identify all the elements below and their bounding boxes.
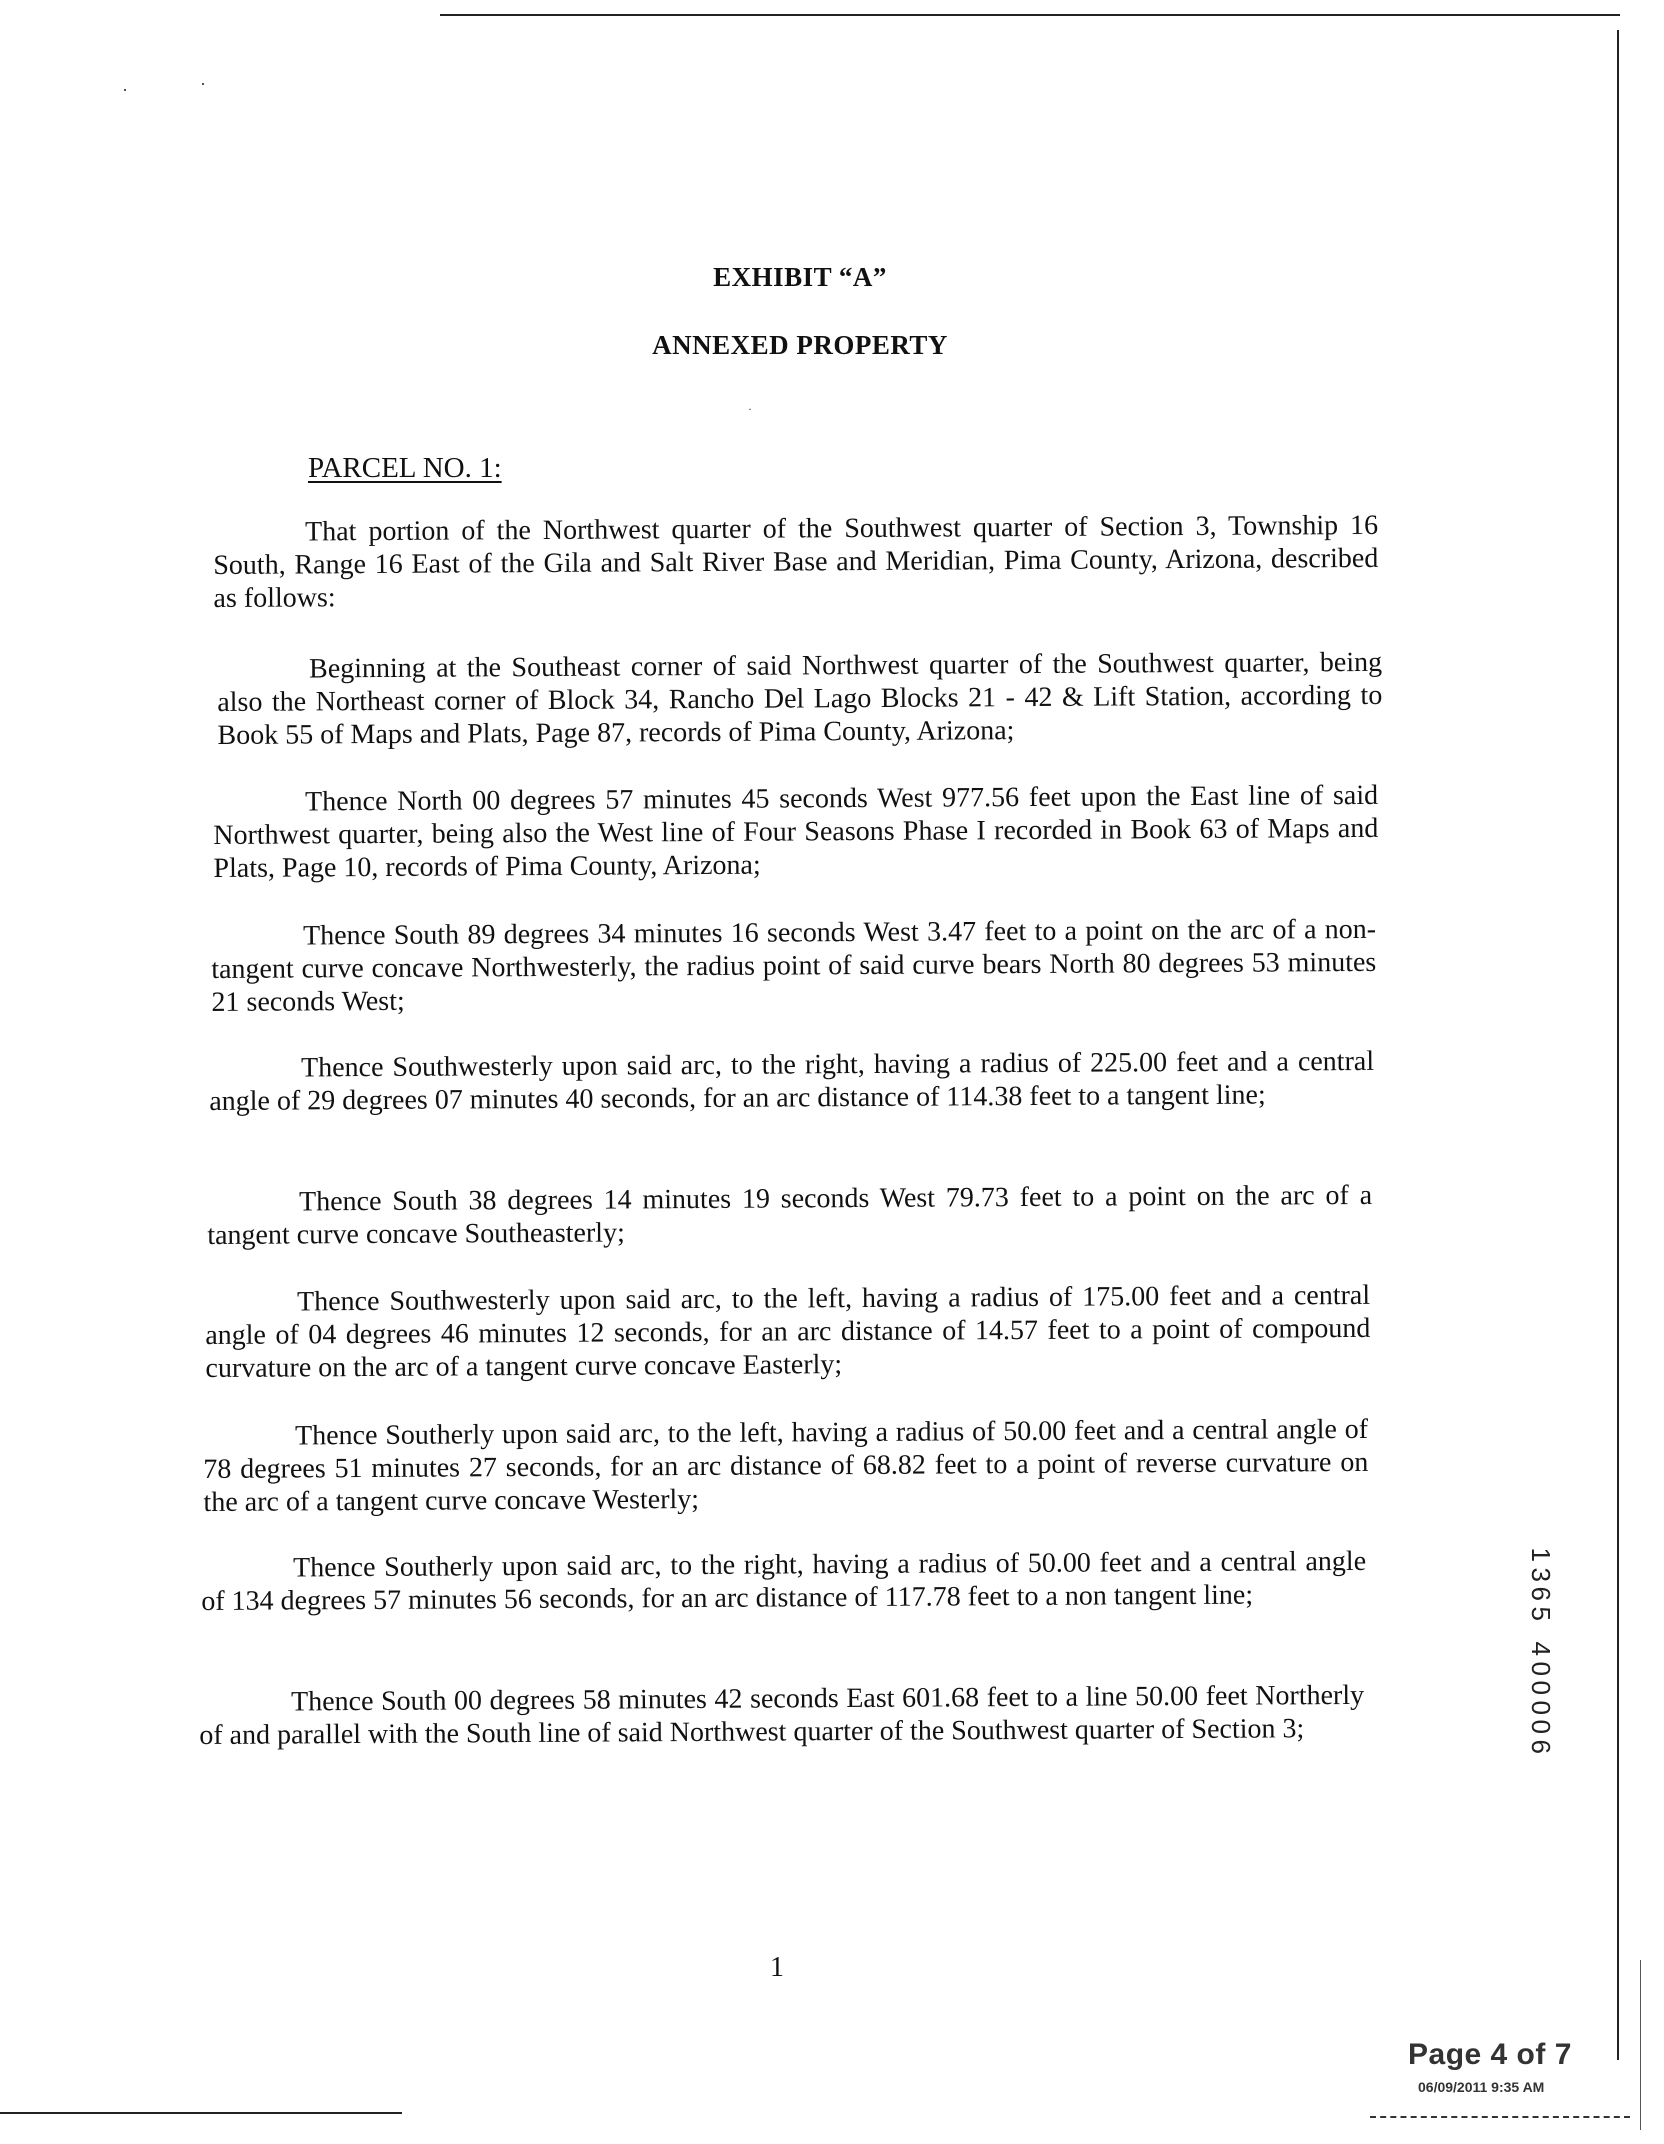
stamp-digit: 4: [1525, 1641, 1556, 1656]
legal-paragraph: Thence Southwesterly upon said arc, to the left, having a radius of 175.00 feet and a central angle of 04 degrees 46 minutes 12 seconds, for an arc distance of 14.57 feet to a point of compound curvature on the arc of a tangent curve concave Easterly;: [205, 1279, 1371, 1384]
legal-paragraph: Thence South 38 degrees 14 minutes 19 seconds West 79.73 feet to a point on the arc of a tangent curve concave Southeasterly;: [207, 1179, 1373, 1251]
footer-page-label: Page 4 of 7: [1408, 2038, 1572, 2071]
stamp-digit: 3: [1525, 1567, 1556, 1582]
parcel-label: PARCEL NO. 1:: [308, 452, 502, 484]
scan-border-right: [1617, 30, 1619, 2060]
legal-paragraph: That portion of the Northwest quarter of the Southwest quarter of Section 3, Township 16 South, Range 16 East of the Gila and Salt River Base and Meridian, Pima County, Arizona, described as follows:: [213, 509, 1379, 614]
stamp-digit: 6: [1525, 1586, 1556, 1601]
scan-speck: ·: [122, 80, 128, 100]
legal-paragraph: Thence Southerly upon said arc, to the right, having a radius of 50.00 feet and a central angle of 134 degrees 57 minutes 56 seconds, for an arc distance of 117.78 feet to a non tangent line;: [201, 1545, 1367, 1617]
scan-border-bottom: [0, 2112, 402, 2114]
recording-number-stamp: [1522, 1545, 1558, 1795]
stamp-digit: 6: [1525, 1739, 1556, 1754]
stamp-digit: 0: [1525, 1680, 1556, 1695]
stamp-digit: 5: [1525, 1606, 1556, 1621]
legal-paragraph: Thence Southwesterly upon said arc, to the right, having a radius of 225.00 feet and a central angle of 29 degrees 07 minutes 40 seconds, for an arc distance of 114.38 feet to a tangent line;: [209, 1045, 1375, 1117]
legal-paragraph: Beginning at the Southeast corner of said Northwest quarter of the Southwest quarter, being also the Northeast corner of Block 34, Rancho Del Lago Blocks 21 - 42 & Lift Station, according to Book 55 of Maps and Plats, Page 87, records of Pima County, Arizona;: [217, 646, 1383, 751]
footer-dashed-line: [1370, 2116, 1630, 2118]
scan-border-right-edge: [1640, 1960, 1641, 2130]
stamp-digit: 0: [1525, 1719, 1556, 1734]
legal-paragraph: Thence North 00 degrees 57 minutes 45 seconds West 977.56 feet upon the East line of said Northwest quarter, being also the West line of Four Seasons Phase I recorded in Book 63 of Maps and Plats, Page 10, records of Pima County, Arizona;: [213, 779, 1379, 884]
stamp-digit: 1: [1525, 1547, 1556, 1562]
legal-paragraph: Thence Southerly upon said arc, to the left, having a radius of 50.00 feet and a central angle of 78 degrees 51 minutes 27 seconds, for an arc distance of 68.82 feet to a point of reverse curvature on the arc of a tangent curve concave Westerly;: [203, 1413, 1369, 1518]
stamp-digit: 0: [1525, 1700, 1556, 1715]
scan-speck: ·: [200, 74, 206, 94]
footer-timestamp: 06/09/2011 9:35 AM: [1418, 2079, 1545, 2095]
legal-paragraph: Thence South 89 degrees 34 minutes 16 seconds West 3.47 feet to a point on the arc of a non-tangent curve concave Northwesterly, the radius point of said curve bears North 80 degrees 53 minutes 21 seconds West;: [211, 913, 1377, 1018]
page-number: 1: [770, 1952, 784, 1983]
stamp-digit: 0: [1525, 1661, 1556, 1676]
exhibit-subtitle: ANNEXED PROPERTY: [652, 330, 948, 360]
legal-paragraph: Thence South 00 degrees 58 minutes 42 seconds East 601.68 feet to a line 50.00 feet Northerly of and parallel with the South line of said Northwest quarter of the Southwest quarter of Section 3;: [199, 1679, 1365, 1751]
scan-border-top: [440, 14, 1620, 16]
scan-speck: ·: [748, 402, 752, 416]
exhibit-title: EXHIBIT “A”: [713, 262, 887, 292]
